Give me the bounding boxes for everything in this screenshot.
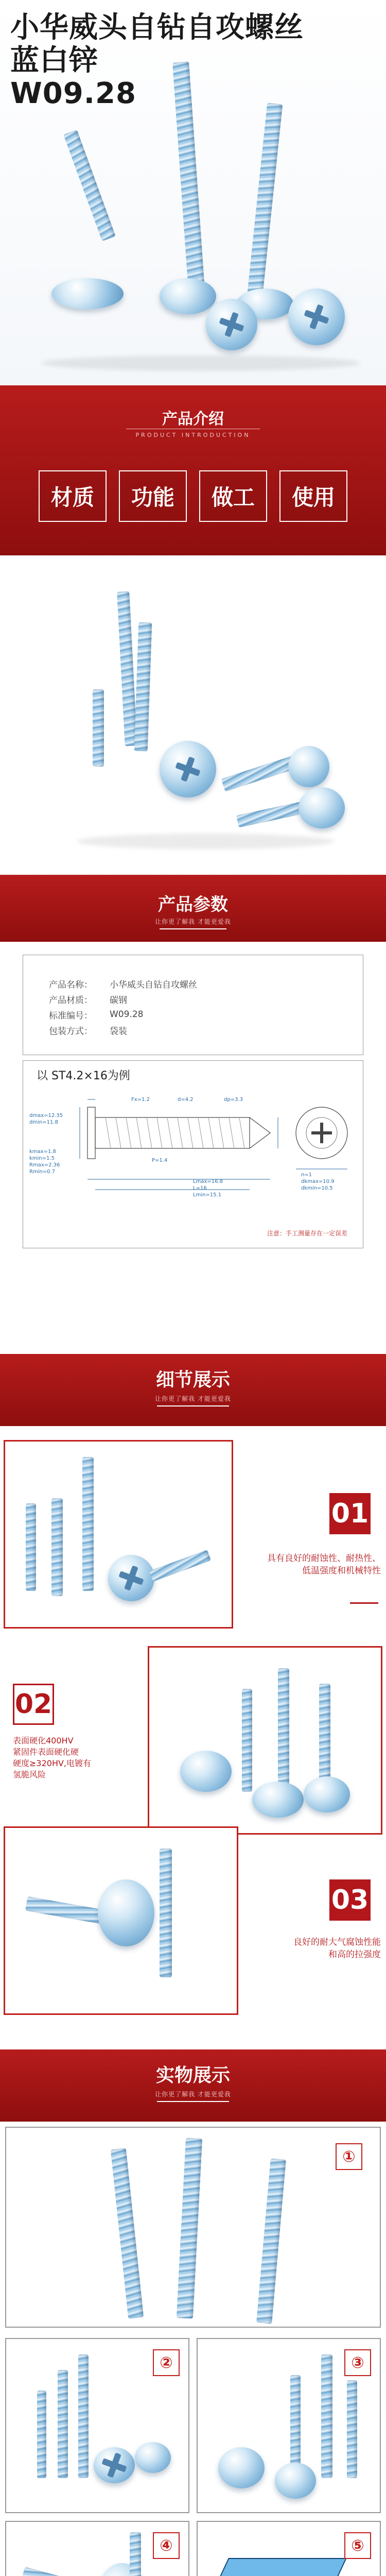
detail-photo-2 xyxy=(149,1648,381,1833)
detail-number-3: 03 xyxy=(329,1879,371,1921)
label-rmin: Rmin=0.7 xyxy=(29,1169,56,1175)
detail-band xyxy=(0,1354,386,1426)
detail-photo-3 xyxy=(5,1828,237,2013)
params-title: 产品参数 xyxy=(158,894,228,915)
label-k-group xyxy=(29,1148,60,1175)
detail-text-2 xyxy=(13,1735,136,1781)
spec-row xyxy=(49,991,197,1007)
spec-key: 标准编号： xyxy=(49,1010,93,1021)
real-title: 实物展示 xyxy=(155,2065,230,2086)
details-section xyxy=(0,1426,386,2049)
spec-key: 产品材质： xyxy=(49,995,93,1006)
detail-photo-1 xyxy=(5,1442,232,1627)
spec-key: 产品名称： xyxy=(49,979,93,990)
spec-row xyxy=(49,976,197,991)
spec-row xyxy=(49,1007,197,1022)
label-fa: Fx=1.2 xyxy=(131,1097,150,1103)
gallery-marker-2: ② xyxy=(153,2349,180,2376)
spec-value: 碳钢 xyxy=(110,995,127,1006)
label-kmin: kmin=1.5 xyxy=(29,1156,55,1161)
title-line-1: 小华威头自钻自攻螺丝 xyxy=(10,11,304,44)
intro-title: 产品介绍 xyxy=(162,410,224,428)
detail-text-line: 良好的耐大气腐蚀性能 xyxy=(293,1937,381,1947)
tile-material: 材质 xyxy=(39,470,107,522)
label-dmin: dmin=11.8 xyxy=(29,1120,58,1125)
gallery-marker-3: ③ xyxy=(344,2349,371,2376)
label-dkmin: dkmin=10.5 xyxy=(301,1185,333,1191)
detail-text-line: 低温强度和机械特性 xyxy=(302,1566,381,1576)
label-l-group xyxy=(193,1178,223,1198)
label-d-group xyxy=(29,1112,63,1126)
spec-key: 包装方式： xyxy=(49,1026,93,1037)
label-dmax: dmax=12.35 xyxy=(29,1113,63,1118)
product-box xyxy=(213,2558,342,2576)
params-band xyxy=(0,875,386,942)
label-lmax: Lmax=16.8 xyxy=(193,1179,223,1184)
dimension-title: 以 ST4.2×16为例 xyxy=(37,1070,130,1082)
detail-subtitle: 让你更了解我 才能更爱我 xyxy=(155,1395,231,1402)
label-dkmax: dkmax=10.9 xyxy=(301,1179,335,1184)
spec-value: 袋装 xyxy=(110,1026,127,1037)
product-photo-section xyxy=(0,555,386,875)
label-dp: dp=3.3 xyxy=(224,1097,243,1103)
detail-text-line: 表面硬化400HV xyxy=(13,1736,74,1745)
spec-value: 小华威头自钻自攻螺丝 xyxy=(110,979,197,990)
spec-table xyxy=(49,976,197,1038)
detail-text-line: 具有良好的耐蚀性、耐热性、 xyxy=(267,1553,381,1564)
gallery-photo-2 xyxy=(5,2338,189,2513)
label-d1: d=4.2 xyxy=(178,1097,194,1103)
tile-usage: 使用 xyxy=(279,470,347,522)
dimension-diagram-card xyxy=(23,1060,363,1248)
label-p: P=1.4 xyxy=(152,1158,168,1163)
label-l: L=16 xyxy=(193,1185,207,1191)
label-head-group xyxy=(301,1172,335,1192)
detail-number-2: 02 xyxy=(13,1684,54,1725)
spec-value: W09.28 xyxy=(110,1009,144,1020)
title-line-3: W09.28 xyxy=(10,77,136,110)
gallery-marker-1: ① xyxy=(336,2143,362,2170)
intro-section xyxy=(0,385,386,555)
params-section xyxy=(0,942,386,1354)
label-rmax: Rmax=2.36 xyxy=(29,1162,60,1168)
detail-text-line: 紧固件表面硬化硬 xyxy=(13,1747,79,1757)
detail-number-1: 01 xyxy=(329,1493,371,1534)
detail-text-line: 和高的拉强度 xyxy=(328,1950,381,1960)
measurement-note: 注意：手工测量存在一定误差 xyxy=(267,1230,347,1237)
gallery-marker-4: ④ xyxy=(153,2532,180,2559)
real-subtitle: 让你更了解我 才能更爱我 xyxy=(155,2091,231,2098)
gallery-photo-3 xyxy=(197,2338,381,2513)
detail-text-3 xyxy=(242,1936,381,1961)
gallery-marker-5: ⑤ xyxy=(344,2532,371,2559)
tile-function: 功能 xyxy=(119,470,187,522)
gallery-photo-1 xyxy=(5,2127,381,2328)
detail-text-1 xyxy=(242,1552,381,1577)
gallery-photo-4 xyxy=(5,2521,189,2576)
gallery-section xyxy=(0,2122,386,2576)
real-band xyxy=(0,2049,386,2122)
detail-text-line: 氢脆风险 xyxy=(13,1770,46,1780)
params-subtitle: 让你更了解我 才能更爱我 xyxy=(155,918,231,925)
hero-section xyxy=(0,0,386,385)
label-kmax: kmax=1.8 xyxy=(29,1149,56,1155)
title-line-2: 蓝白锌 xyxy=(10,44,98,77)
product-title xyxy=(10,11,304,110)
spec-row xyxy=(49,1022,197,1038)
tile-workmanship: 做工 xyxy=(199,470,267,522)
label-lmin: Lmin=15.1 xyxy=(193,1192,222,1198)
feature-tiles xyxy=(39,470,347,522)
gallery-photo-5 xyxy=(197,2521,381,2576)
detail-text-line: 硬度≥320HV,电镀有 xyxy=(13,1758,92,1768)
spec-card xyxy=(23,955,363,1055)
intro-subtitle: PRODUCT INTRODUCTION xyxy=(135,432,251,438)
detail-title: 细节展示 xyxy=(155,1369,230,1391)
label-n: n=1 xyxy=(301,1172,312,1178)
